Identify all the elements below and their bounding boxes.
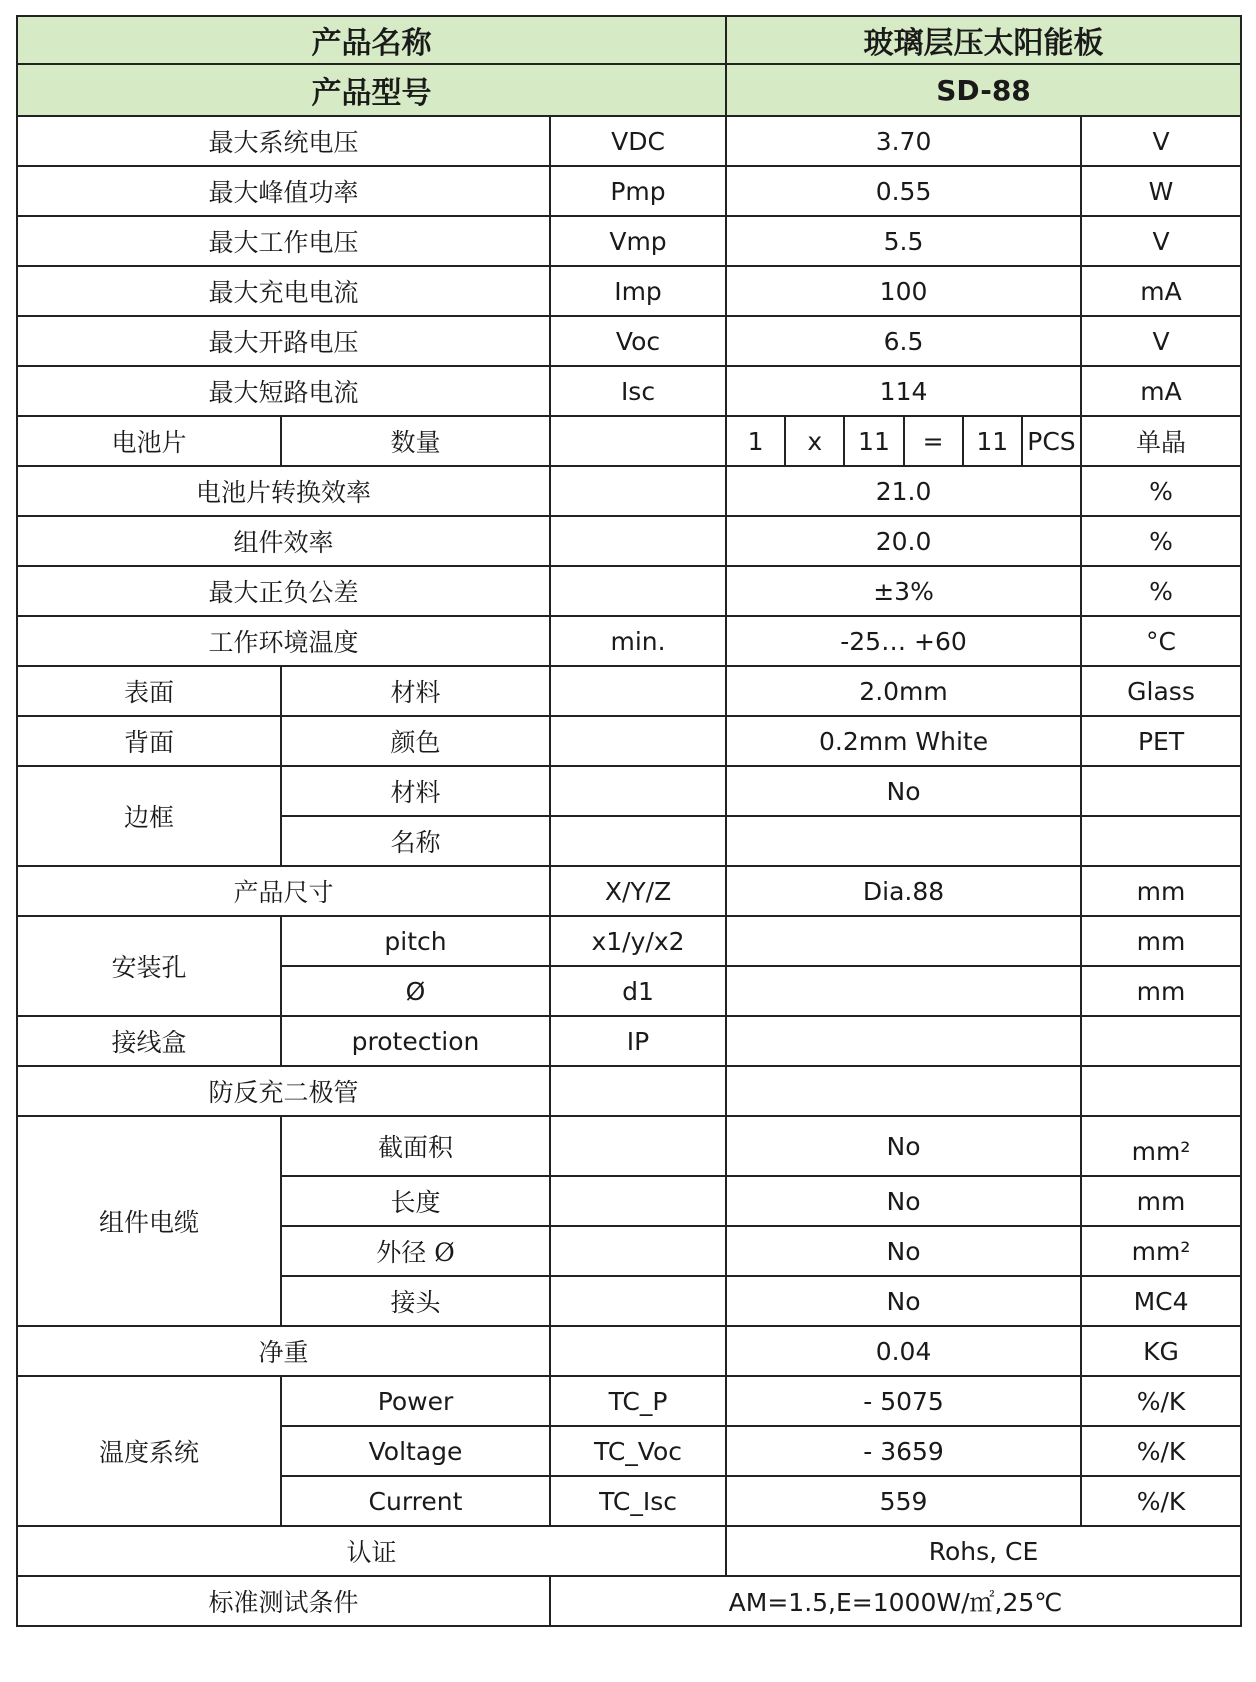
- row-symbol: Isc: [550, 366, 726, 416]
- spec-row-tolerance: [17, 566, 1241, 616]
- cable-symbol: [550, 1176, 726, 1226]
- spec-row-max-open-circuit-voltage: [17, 316, 1241, 366]
- cable-symbol: [550, 1116, 726, 1176]
- cells-count-b: 11: [845, 417, 904, 465]
- header-row-model: [17, 64, 1241, 116]
- row-symbol: Pmp: [550, 166, 726, 216]
- cable-label: 组件电缆: [17, 1116, 281, 1326]
- jbox-value: [726, 1016, 1081, 1066]
- frame-name-symbol: [550, 816, 726, 866]
- cable-sub-label: 截面积: [281, 1116, 550, 1176]
- cable-sub-label: 长度: [281, 1176, 550, 1226]
- row-unit: V: [1081, 316, 1241, 366]
- row-label: 防反充二极管: [17, 1066, 550, 1116]
- tempsys-sub-label: Power: [281, 1376, 550, 1426]
- stc-value: AM=1.5,E=1000W/㎡,25℃: [550, 1576, 1241, 1626]
- row-label: 产品尺寸: [17, 866, 550, 916]
- mount-diameter-unit: mm: [1081, 966, 1241, 1016]
- cells-count-x: x: [786, 417, 845, 465]
- tempsys-value: 559: [726, 1476, 1081, 1526]
- cells-type: 单晶: [1081, 416, 1241, 466]
- spec-row-mount-pitch: [17, 916, 1241, 966]
- row-symbol: min.: [550, 616, 726, 666]
- back-sub-label: 颜色: [281, 716, 550, 766]
- cells-count-cell: [726, 416, 1081, 466]
- cells-count-breakdown: [727, 417, 1080, 465]
- product-name-label: 产品名称: [17, 16, 726, 64]
- row-unit: mm: [1081, 866, 1241, 916]
- row-symbol: [550, 566, 726, 616]
- spec-row-back: [17, 716, 1241, 766]
- frame-name-value: [726, 816, 1081, 866]
- mount-diameter-value: [726, 966, 1081, 1016]
- row-value: 114: [726, 366, 1081, 416]
- spec-row-weight: [17, 1326, 1241, 1376]
- back-unit: PET: [1081, 716, 1241, 766]
- row-value: [726, 1066, 1081, 1116]
- row-unit: V: [1081, 216, 1241, 266]
- frame-material-symbol: [550, 766, 726, 816]
- header-row-name: [17, 16, 1241, 64]
- spec-row-test-conditions: [17, 1576, 1241, 1626]
- row-unit: KG: [1081, 1326, 1241, 1376]
- row-symbol: Voc: [550, 316, 726, 366]
- cable-unit: mm²: [1081, 1116, 1241, 1176]
- spec-row-max-short-circuit-current: [17, 366, 1241, 416]
- tempsys-unit: %/K: [1081, 1476, 1241, 1526]
- mount-pitch-symbol: x1/y/x2: [550, 916, 726, 966]
- cells-symbol: [550, 416, 726, 466]
- row-label: 组件效率: [17, 516, 550, 566]
- surface-label: 表面: [17, 666, 281, 716]
- mount-pitch-unit: mm: [1081, 916, 1241, 966]
- tempsys-value: - 3659: [726, 1426, 1081, 1476]
- spec-row-junction-box: [17, 1016, 1241, 1066]
- tempsys-value: - 5075: [726, 1376, 1081, 1426]
- row-unit: mA: [1081, 266, 1241, 316]
- row-symbol: [550, 466, 726, 516]
- surface-sub-label: 材料: [281, 666, 550, 716]
- row-label: 最大充电电流: [17, 266, 550, 316]
- spec-row-cable-cross-section: [17, 1116, 1241, 1176]
- row-value: 21.0: [726, 466, 1081, 516]
- surface-value: 2.0mm: [726, 666, 1081, 716]
- row-unit: mA: [1081, 366, 1241, 416]
- cable-symbol: [550, 1276, 726, 1326]
- jbox-label: 接线盒: [17, 1016, 281, 1066]
- spec-row-max-working-voltage: [17, 216, 1241, 266]
- row-value: 0.04: [726, 1326, 1081, 1376]
- row-value: 6.5: [726, 316, 1081, 366]
- row-label: 电池片转换效率: [17, 466, 550, 516]
- mount-pitch-label: pitch: [281, 916, 550, 966]
- cable-symbol: [550, 1226, 726, 1276]
- row-symbol: [550, 516, 726, 566]
- back-symbol: [550, 716, 726, 766]
- mount-pitch-value: [726, 916, 1081, 966]
- cells-count-a: 1: [727, 417, 786, 465]
- spec-table: [16, 15, 1242, 1627]
- surface-unit: Glass: [1081, 666, 1241, 716]
- row-label: 工作环境温度: [17, 616, 550, 666]
- row-symbol: [550, 1066, 726, 1116]
- row-unit: W: [1081, 166, 1241, 216]
- cable-value: No: [726, 1226, 1081, 1276]
- frame-name-unit: [1081, 816, 1241, 866]
- spec-row-surface: [17, 666, 1241, 716]
- jbox-sub-label: protection: [281, 1016, 550, 1066]
- row-label: 净重: [17, 1326, 550, 1376]
- row-symbol: Vmp: [550, 216, 726, 266]
- spec-row-max-peak-power: [17, 166, 1241, 216]
- tempsys-unit: %/K: [1081, 1376, 1241, 1426]
- row-label: 最大峰值功率: [17, 166, 550, 216]
- tempsys-label: 温度系统: [17, 1376, 281, 1526]
- frame-material-label: 材料: [281, 766, 550, 816]
- jbox-symbol: IP: [550, 1016, 726, 1066]
- cable-value: No: [726, 1116, 1081, 1176]
- frame-label: 边框: [17, 766, 281, 866]
- cable-sub-label: 外径 Ø: [281, 1226, 550, 1276]
- row-unit: %: [1081, 516, 1241, 566]
- spec-row-operating-temperature: [17, 616, 1241, 666]
- stc-label: 标准测试条件: [17, 1576, 550, 1626]
- row-label: 最大开路电压: [17, 316, 550, 366]
- spec-row-module-efficiency: [17, 516, 1241, 566]
- cert-value: Rohs, CE: [726, 1526, 1241, 1576]
- cable-unit: mm: [1081, 1176, 1241, 1226]
- cable-unit: MC4: [1081, 1276, 1241, 1326]
- cells-label: 电池片: [17, 416, 281, 466]
- product-model-value: SD-88: [726, 64, 1241, 116]
- frame-material-unit: [1081, 766, 1241, 816]
- spec-row-cell-efficiency: [17, 466, 1241, 516]
- row-label: 最大正负公差: [17, 566, 550, 616]
- back-value: 0.2mm White: [726, 716, 1081, 766]
- row-symbol: VDC: [550, 116, 726, 166]
- tempsys-unit: %/K: [1081, 1426, 1241, 1476]
- row-label: 最大工作电压: [17, 216, 550, 266]
- row-value: 100: [726, 266, 1081, 316]
- product-model-label: 产品型号: [17, 64, 726, 116]
- row-unit: %: [1081, 566, 1241, 616]
- row-value: Dia.88: [726, 866, 1081, 916]
- cells-sub-label: 数量: [281, 416, 550, 466]
- spec-row-tc-power: [17, 1376, 1241, 1426]
- row-unit: V: [1081, 116, 1241, 166]
- row-label: 最大短路电流: [17, 366, 550, 416]
- row-value: 3.70: [726, 116, 1081, 166]
- cable-value: No: [726, 1276, 1081, 1326]
- row-value: 5.5: [726, 216, 1081, 266]
- frame-material-value: No: [726, 766, 1081, 816]
- tempsys-symbol: TC_Isc: [550, 1476, 726, 1526]
- cable-value: No: [726, 1176, 1081, 1226]
- spec-row-certification: [17, 1526, 1241, 1576]
- surface-symbol: [550, 666, 726, 716]
- tempsys-symbol: TC_Voc: [550, 1426, 726, 1476]
- spec-row-max-charge-current: [17, 266, 1241, 316]
- tempsys-sub-label: Current: [281, 1476, 550, 1526]
- mount-diameter-symbol: d1: [550, 966, 726, 1016]
- frame-name-label: 名称: [281, 816, 550, 866]
- row-symbol: Imp: [550, 266, 726, 316]
- spec-row-cells: [17, 416, 1241, 466]
- row-unit: °C: [1081, 616, 1241, 666]
- row-unit: [1081, 1066, 1241, 1116]
- spec-row-frame-material: [17, 766, 1241, 816]
- tempsys-symbol: TC_P: [550, 1376, 726, 1426]
- row-value: ±3%: [726, 566, 1081, 616]
- cable-sub-label: 接头: [281, 1276, 550, 1326]
- row-unit: %: [1081, 466, 1241, 516]
- jbox-unit: [1081, 1016, 1241, 1066]
- back-label: 背面: [17, 716, 281, 766]
- cells-count-pcs: PCS: [1027, 426, 1076, 456]
- row-value: 20.0: [726, 516, 1081, 566]
- spec-row-size: [17, 866, 1241, 916]
- spec-row-diode: [17, 1066, 1241, 1116]
- mount-label: 安装孔: [17, 916, 281, 1016]
- tempsys-sub-label: Voltage: [281, 1426, 550, 1476]
- row-value: 0.55: [726, 166, 1081, 216]
- cells-count-total: 11: [964, 417, 1023, 465]
- row-value: -25… +60: [726, 616, 1081, 666]
- row-symbol: X/Y/Z: [550, 866, 726, 916]
- mount-diameter-label: Ø: [281, 966, 550, 1016]
- row-symbol: [550, 1326, 726, 1376]
- product-name-value: 玻璃层压太阳能板: [726, 16, 1241, 64]
- cable-unit: mm²: [1081, 1226, 1241, 1276]
- row-label: 最大系统电压: [17, 116, 550, 166]
- spec-row-max-system-voltage: [17, 116, 1241, 166]
- cert-label: 认证: [17, 1526, 726, 1576]
- cells-count-eq: =: [905, 417, 964, 465]
